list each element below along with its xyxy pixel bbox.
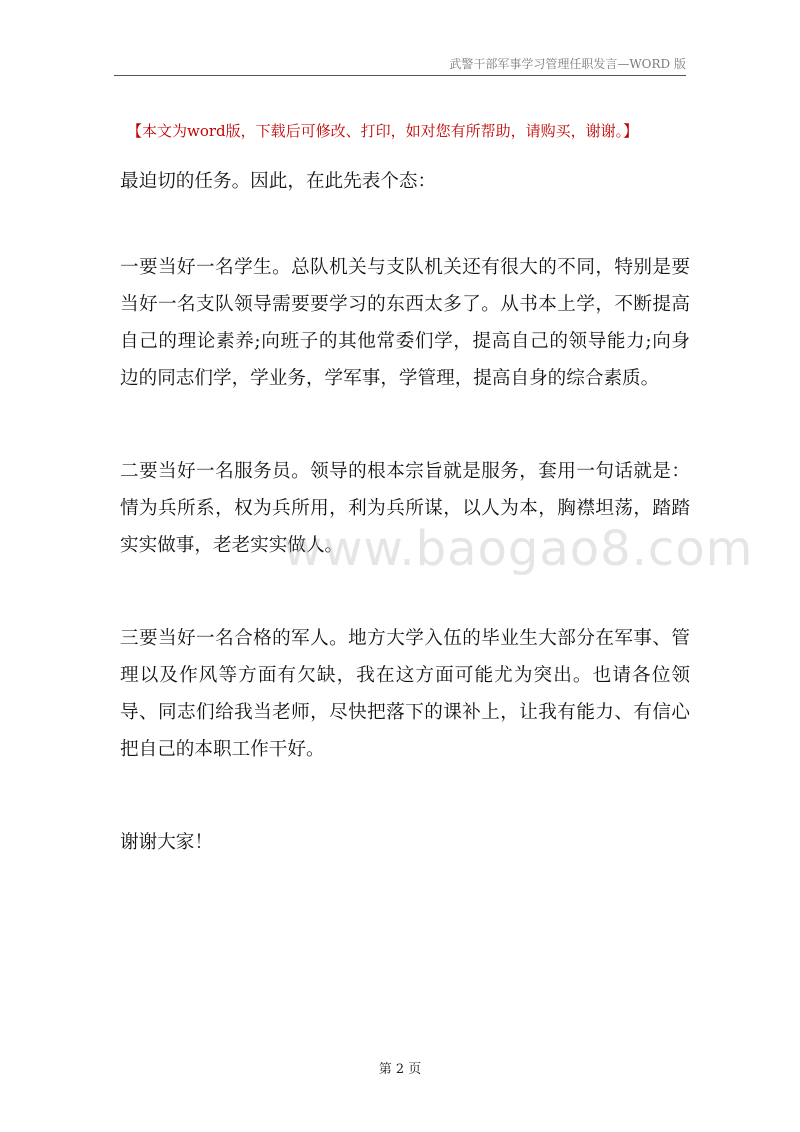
paragraph-thanks: 谢谢大家！ bbox=[120, 832, 213, 853]
watermark: www.baogao8.com bbox=[283, 521, 754, 577]
paragraph-soldier: 三要当好一名合格的军人。地方大学入伍的毕业生大部分在军事、管理以及作风等方面有欠缺，我在这方面可能尤为突出。也请各位领导、同志们给我当老师，尽快把落下的课补上，让我有能力、有信心把自己的本职工作干好。 bbox=[120, 628, 690, 760]
header-title: 武警干部军事学习管理任职发言—WORD 版 bbox=[449, 57, 686, 71]
purchase-notice: 【本文为word版，下载后可修改、打印，如对您有所帮助，请购买，谢谢。】 bbox=[127, 122, 639, 140]
paragraph-servant: 二要当好一名服务员。领导的根本宗旨就是服务，套用一句话就是：情为兵所系，权为兵所用，利为兵所谋，以人为本，胸襟坦荡，踏踏实实做事，老老实实做人。 bbox=[120, 461, 690, 556]
header-divider bbox=[114, 75, 686, 76]
paragraph-student: 一要当好一名学生。总队机关与支队机关还有很大的不同，特别是要当好一名支队领导需要要学习的东西太多了。从书本上学，不断提高自己的理论素养;向班子的其他常委们学，提高自己的领导能力;向身边的同志们学，学业务，学军事，学管理，提高自身的综合素质。 bbox=[120, 257, 690, 389]
page-header bbox=[0, 0, 800, 78]
page-number: 第 2 页 bbox=[378, 1062, 422, 1077]
paragraph-intro: 最迫切的任务。因此，在此先表个态： bbox=[120, 171, 437, 192]
